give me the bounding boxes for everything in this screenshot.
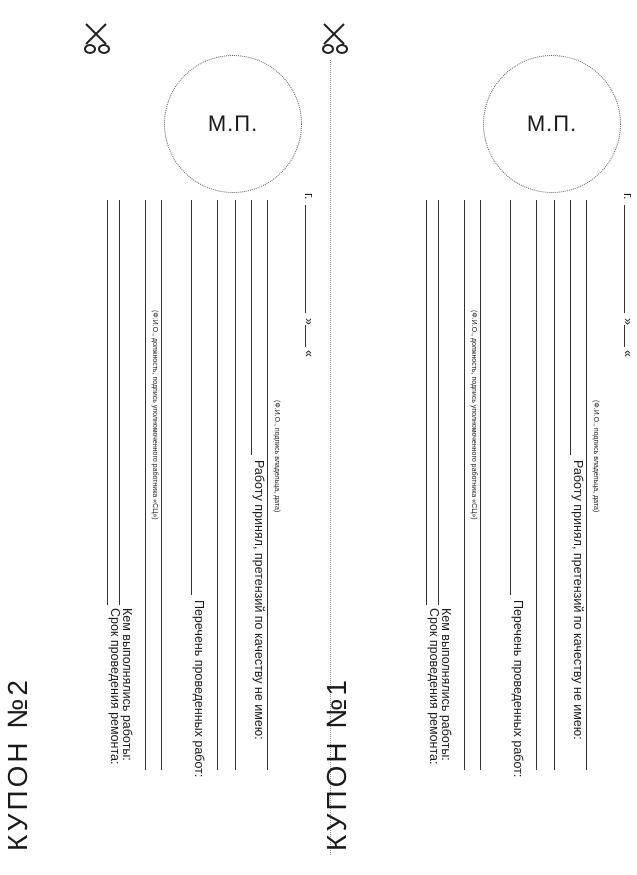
date-day-line[interactable] [624,325,625,347]
coupon-1 [319,0,637,875]
accepted-line-2[interactable] [267,200,268,770]
date-day-line[interactable] [305,325,306,347]
performed-by-label: Кем выполнялись работы: [120,608,134,761]
works-list-line-2[interactable] [217,200,218,770]
coupon-title: КУПОН №1 [321,677,352,851]
works-list-line-3[interactable] [235,200,236,770]
date-suffix: г. [621,193,635,200]
performed-by-label: Кем выполнялись работы: [439,608,453,761]
owner-hint: (Ф.И.О., подпись владельца, дата) [273,400,280,513]
date-close-quote: » [621,318,635,325]
accepted-label: Работу принял, претензий по качеству не имею: [571,460,585,740]
date-open-quote: « [302,350,316,357]
stamp-circle [164,55,302,193]
coupon-title: КУПОН №2 [2,677,33,851]
works-list-line[interactable] [510,200,511,595]
performed-by-line-2[interactable] [464,200,465,770]
performed-by-line-3[interactable] [480,200,481,770]
stamp-circle [483,55,621,193]
accepted-line[interactable] [570,200,571,455]
works-list-line-3[interactable] [554,200,555,770]
date-close-quote: » [302,318,316,325]
performed-by-line[interactable] [438,200,439,605]
date-open-quote: « [621,350,635,357]
performer-hint: (Ф.И.О., должность, подпись уполномоченного работника «СЦ») [470,310,477,520]
performed-by-line-3[interactable] [161,200,162,770]
stamp-label: М.П. [207,111,259,136]
stamp-label: М.П. [526,111,578,136]
works-list-label: Перечень проведенных работ: [511,600,525,778]
date-month-line[interactable] [624,205,625,313]
works-list-line-2[interactable] [536,200,537,770]
date-month-line[interactable] [305,205,306,313]
performed-by-line[interactable] [119,200,120,605]
works-list-line[interactable] [191,200,192,595]
accepted-line-2[interactable] [586,200,587,770]
performer-hint: (Ф.И.О., должность, подпись уполномоченного работника «СЦ») [151,310,158,520]
accepted-line[interactable] [251,200,252,455]
repair-period-line[interactable] [107,200,108,605]
coupon-2 [0,0,318,875]
accepted-label: Работу принял, претензий по качеству не имею: [252,460,266,740]
date-suffix: г. [302,193,316,200]
repair-period-label: Срок проведения ремонта: [108,608,122,765]
owner-hint: (Ф.И.О., подпись владельца, дата) [592,400,599,513]
repair-period-line[interactable] [426,200,427,605]
performed-by-line-2[interactable] [145,200,146,770]
works-list-label: Перечень проведенных работ: [192,600,206,778]
repair-period-label: Срок проведения ремонта: [427,608,441,765]
